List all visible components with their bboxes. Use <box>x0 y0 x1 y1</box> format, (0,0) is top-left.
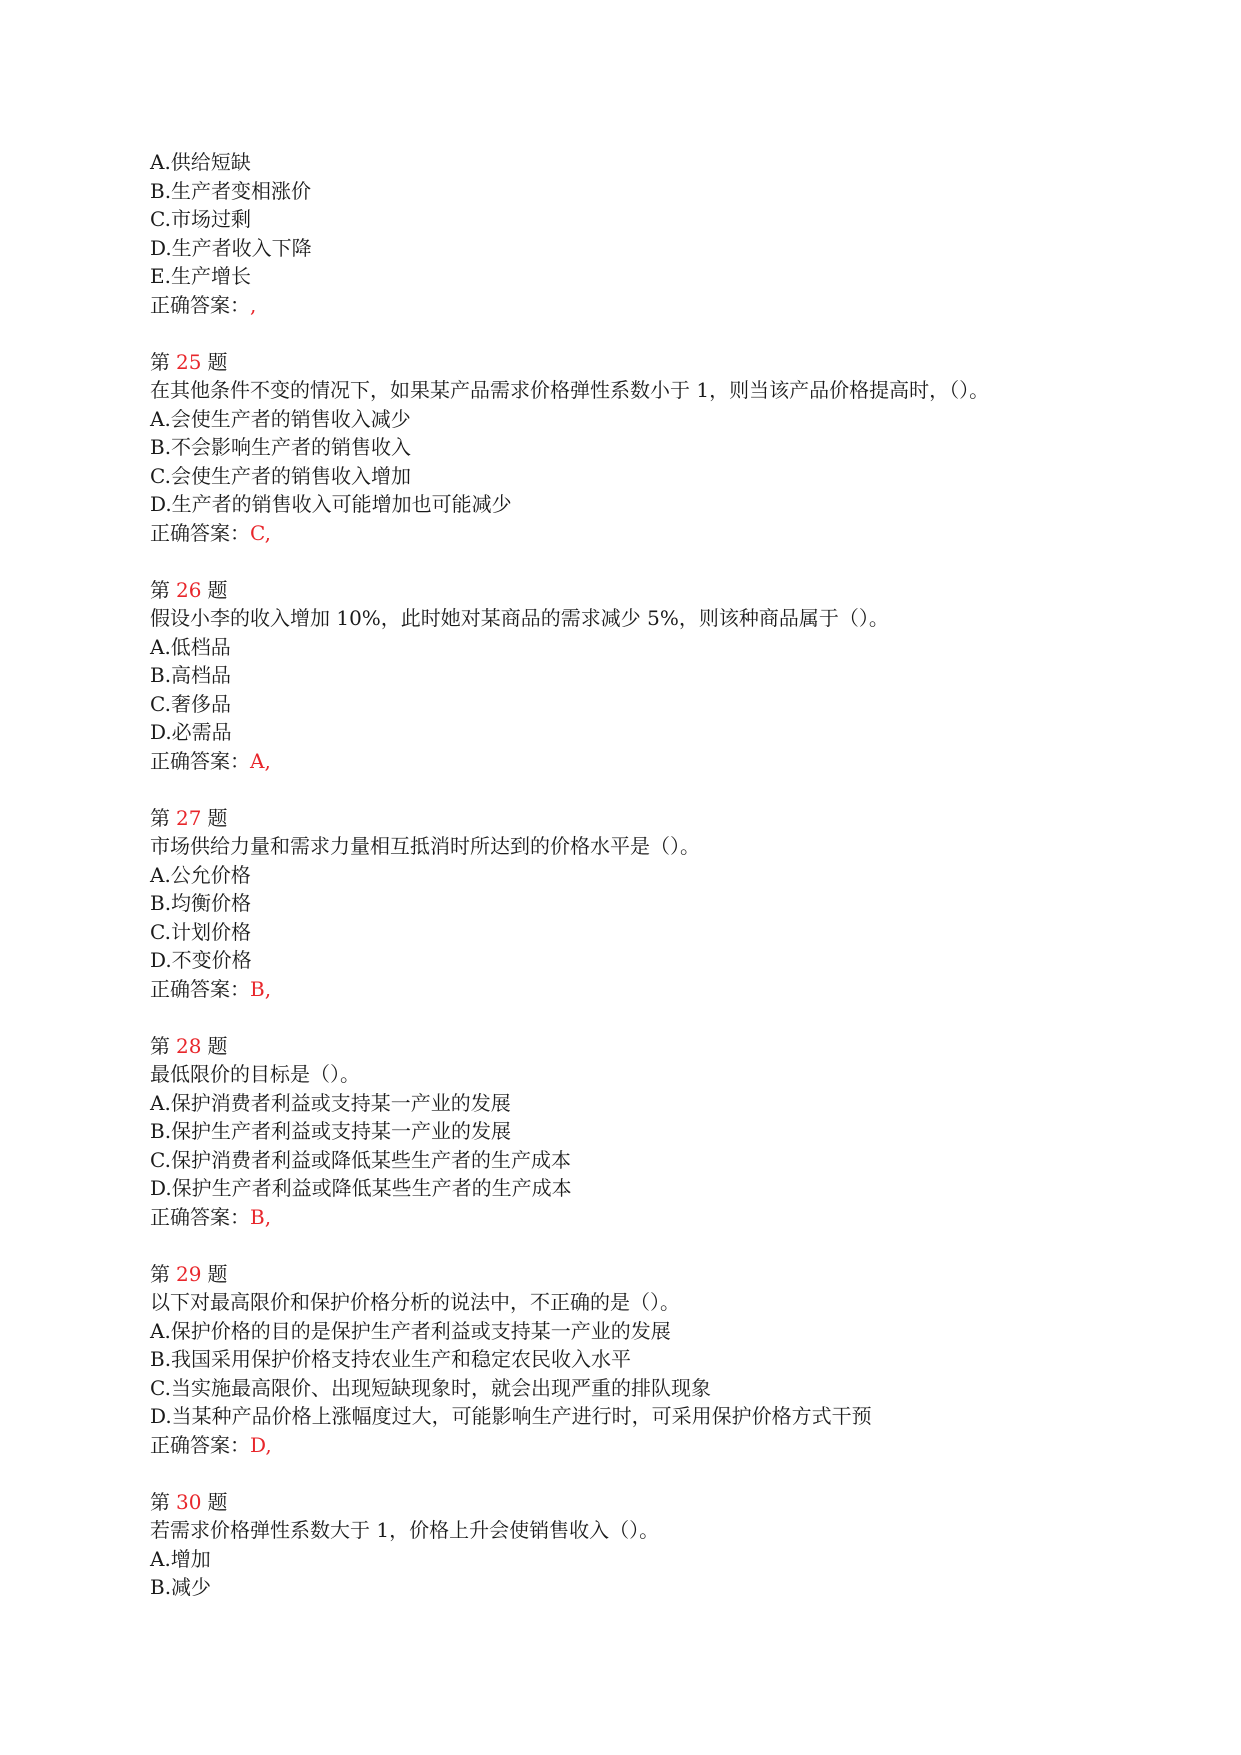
question-header <box>150 1260 1150 1289</box>
answer-label: 正确答案： <box>150 976 250 1001</box>
question-header <box>150 576 1150 605</box>
question-stem: 若需求价格弹性系数大于 1，价格上升会使销售收入（）。 <box>150 1518 660 1542</box>
option-d: D.不变价格 <box>150 948 252 972</box>
question-block-prev <box>150 148 1150 319</box>
question-number: 29 <box>176 1261 202 1286</box>
option-a: A.低档品 <box>150 634 231 659</box>
answer-line <box>150 1203 1150 1232</box>
question-stem: 在其他条件不变的情况下，如果某产品需求价格弹性系数小于 1，则当该产品价格提高时，（）。 <box>150 378 990 402</box>
option-c: C.保护消费者利益或降低某些生产者的生产成本 <box>150 1147 571 1172</box>
option-d: D.生产者收入下降 <box>150 235 312 260</box>
question-block-27 <box>150 804 1150 1004</box>
question-number: 30 <box>176 1489 202 1514</box>
question-stem: 以下对最高限价和保护价格分析的说法中，不正确的是（）。 <box>150 1290 680 1314</box>
option-d: D.保护生产者利益或降低某些生产者的生产成本 <box>150 1176 572 1200</box>
question-header <box>150 1488 1150 1517</box>
option-a: A.公允价格 <box>150 862 251 887</box>
answer-value: B, <box>250 1204 272 1229</box>
option-b: B.高档品 <box>150 663 232 687</box>
option-e: E.生产增长 <box>150 264 251 288</box>
answer-line <box>150 291 1150 320</box>
answer-label: 正确答案： <box>150 1204 250 1229</box>
option-a: A.增加 <box>150 1546 211 1571</box>
answer-label: 正确答案： <box>150 292 250 317</box>
question-block-26 <box>150 576 1150 776</box>
answer-value: C, <box>250 520 271 545</box>
option-b: B.保护生产者利益或支持某一产业的发展 <box>150 1119 512 1143</box>
question-header <box>150 348 1150 377</box>
option-c: C.奢侈品 <box>150 691 231 716</box>
question-stem: 假设小李的收入增加 10%，此时她对某商品的需求减少 5%，则该种商品属于（）。 <box>150 606 889 630</box>
question-block-25 <box>150 348 1150 548</box>
answer-line <box>150 519 1150 548</box>
question-number: 26 <box>176 577 202 602</box>
answer-line <box>150 975 1150 1004</box>
question-suffix: 题 <box>207 805 228 830</box>
question-suffix: 题 <box>207 1489 228 1514</box>
option-c: C.计划价格 <box>150 919 251 944</box>
answer-label: 正确答案： <box>150 1432 250 1457</box>
answer-value: B, <box>250 976 272 1001</box>
question-block-29 <box>150 1260 1150 1460</box>
question-prefix: 第 <box>150 805 170 830</box>
option-b: B.生产者变相涨价 <box>150 178 312 203</box>
question-prefix: 第 <box>150 1261 170 1286</box>
option-a: A.会使生产者的销售收入减少 <box>150 406 411 431</box>
option-a: A.保护价格的目的是保护生产者利益或支持某一产业的发展 <box>150 1318 671 1343</box>
option-b: B.减少 <box>150 1575 212 1599</box>
answer-label: 正确答案： <box>150 520 250 545</box>
answer-value: D, <box>250 1432 272 1457</box>
option-c: C.市场过剩 <box>150 207 251 231</box>
answer-line <box>150 747 1150 776</box>
question-block-28 <box>150 1032 1150 1232</box>
question-prefix: 第 <box>150 1033 170 1058</box>
option-b: B.均衡价格 <box>150 891 252 915</box>
question-suffix: 题 <box>207 577 228 602</box>
option-c: C.当实施最高限价、出现短缺现象时，就会出现严重的排队现象 <box>150 1375 711 1400</box>
answer-value: A, <box>250 748 271 773</box>
option-a: A.保护消费者利益或支持某一产业的发展 <box>150 1090 511 1115</box>
document-page <box>150 148 1150 1602</box>
question-prefix: 第 <box>150 577 170 602</box>
option-d: D.当某种产品价格上涨幅度过大，可能影响生产进行时，可采用保护价格方式干预 <box>150 1404 872 1428</box>
answer-line <box>150 1431 1150 1460</box>
option-d: D.必需品 <box>150 720 232 744</box>
question-prefix: 第 <box>150 1489 170 1514</box>
option-c: C.会使生产者的销售收入增加 <box>150 463 411 488</box>
question-suffix: 题 <box>207 1261 228 1286</box>
option-b: B.我国采用保护价格支持农业生产和稳定农民收入水平 <box>150 1347 632 1371</box>
question-prefix: 第 <box>150 349 170 374</box>
option-d: D.生产者的销售收入可能增加也可能减少 <box>150 492 512 516</box>
question-header <box>150 1032 1150 1061</box>
question-number: 27 <box>176 805 202 830</box>
question-stem: 最低限价的目标是（）。 <box>150 1062 360 1086</box>
answer-label: 正确答案： <box>150 748 250 773</box>
option-a: A.供给短缺 <box>150 150 251 174</box>
question-suffix: 题 <box>207 1033 228 1058</box>
question-suffix: 题 <box>207 349 228 374</box>
question-block-30 <box>150 1488 1150 1602</box>
question-stem: 市场供给力量和需求力量相互抵消时所达到的价格水平是（）。 <box>150 834 700 858</box>
question-header <box>150 804 1150 833</box>
option-b: B.不会影响生产者的销售收入 <box>150 435 412 459</box>
answer-value: , <box>250 292 257 317</box>
question-number: 28 <box>176 1033 202 1058</box>
question-number: 25 <box>176 349 202 374</box>
